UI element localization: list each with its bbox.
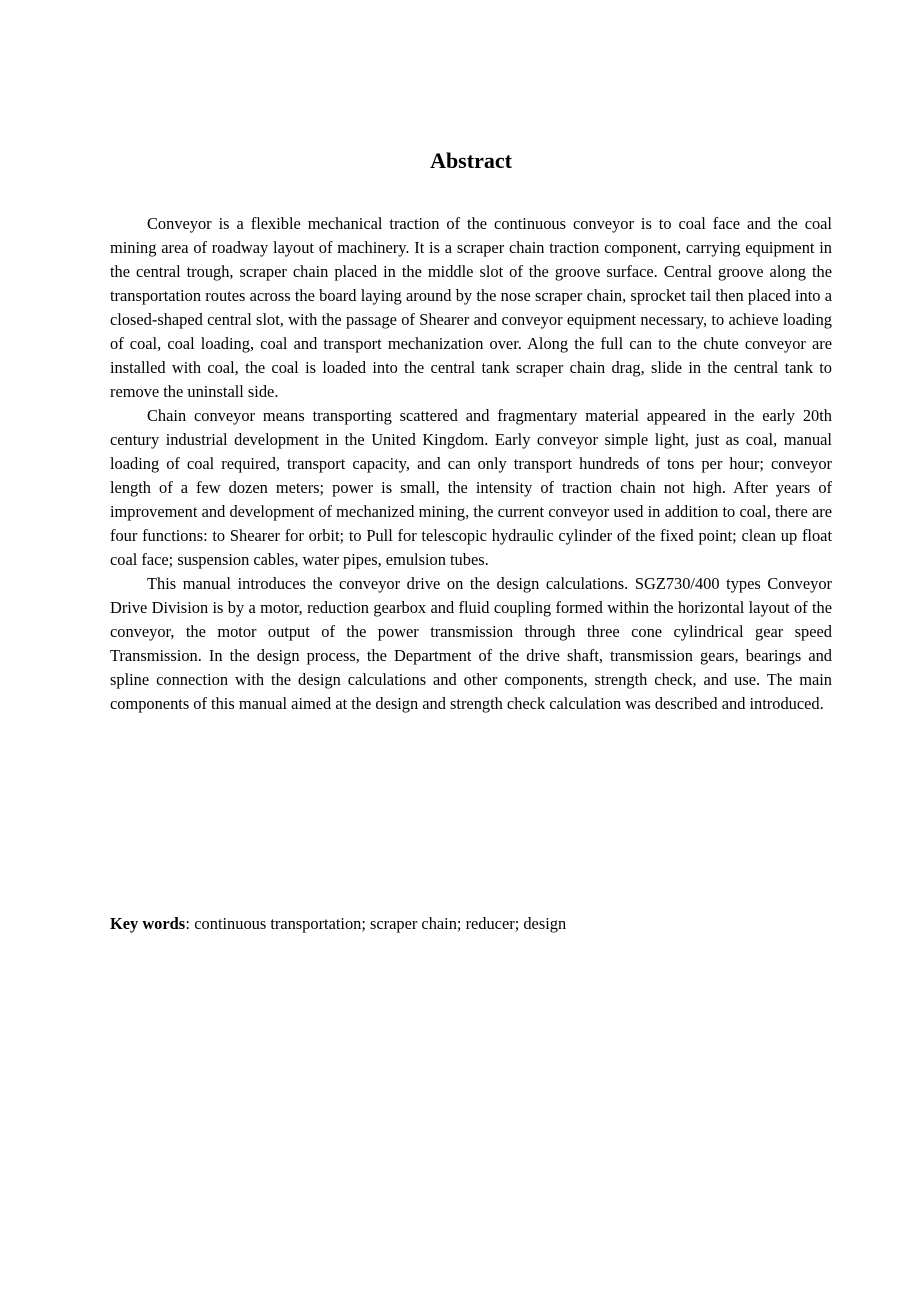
- abstract-body: [110, 212, 832, 716]
- abstract-paragraph-2: Chain conveyor means transporting scattered and fragmentary material appeared in the early 20th century industrial development in the United Kingdom. Early conveyor simple light, just as coal, manual loading of coal required, transport capacity, and can only transport hundreds of tons per hour; conveyor length of a few dozen meters; power is small, the intensity of traction chain not high. After years of improvement and development of mechanized mining, the current conveyor used in addition to coal, there are four functions: to Shearer for orbit; to Pull for telescopic hydraulic cylinder of the fixed point; clean up float coal face; suspension cables, water pipes, emulsion tubes.: [110, 406, 832, 569]
- abstract-paragraph-1: Conveyor is a flexible mechanical traction of the continuous conveyor is to coal face and the coal mining area of roadway layout of machinery. It is a scraper chain traction component, carrying equipment in the central trough, scraper chain placed in the middle slot of the groove surface. Central groove along the transportation routes across the board laying around by the nose scraper chain, sprocket tail then placed into a closed-shaped central slot, with the passage of Shearer and conveyor equipment necessary, to achieve loading of coal, coal loading, coal and transport mechanization over. Along the full can to the chute conveyor are installed with coal, the coal is loaded into the central tank scraper chain drag, slide in the central tank to remove the uninstall side.: [110, 214, 832, 401]
- keywords-line: [110, 912, 832, 936]
- keywords-label: Key words: [110, 914, 186, 933]
- page-title: Abstract: [430, 148, 512, 173]
- abstract-paragraph-3: This manual introduces the conveyor drive on the design calculations. SGZ730/400 types Conveyor Drive Division is by a motor, reduction gearbox and fluid coupling formed within the horizontal layout of the conveyor, the motor output of the power transmission through three cone cylindrical gear speed Transmission. In the design process, the Department of the drive shaft, transmission gears, bearings and spline connection with the design calculations and other components, strength check, and use. The main components of this manual aimed at the design and strength check calculation was described and introduced.: [110, 574, 832, 713]
- keywords-colon: :: [185, 915, 191, 933]
- keywords-value: continuous transportation; scraper chain; reducer; design: [190, 914, 567, 933]
